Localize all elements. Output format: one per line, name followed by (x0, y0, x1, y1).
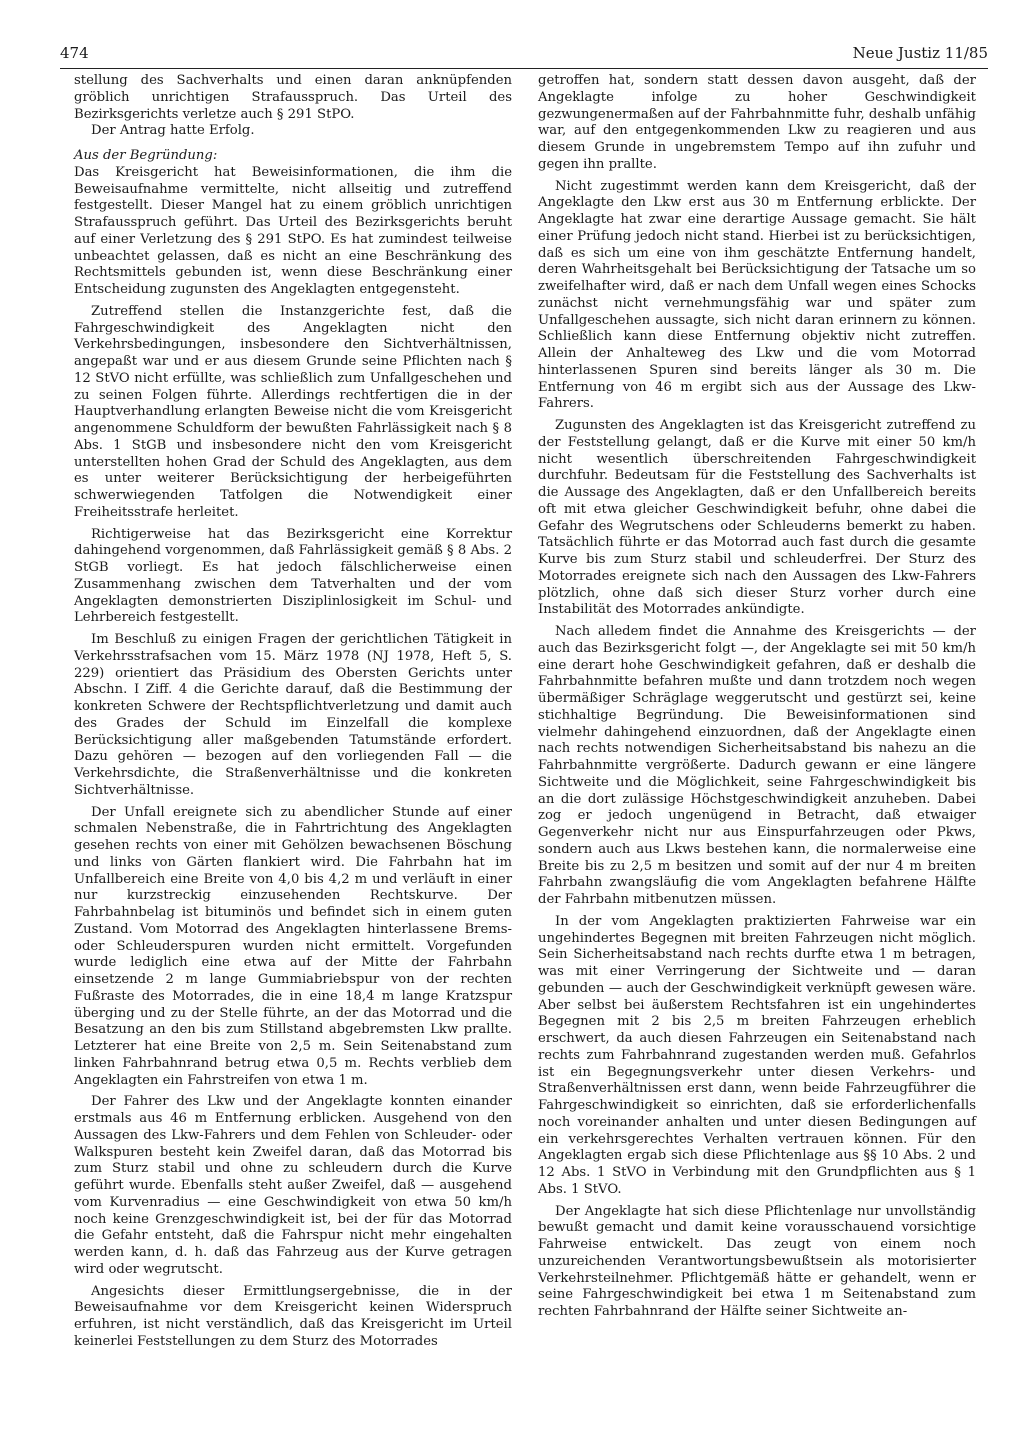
left-column (74, 73, 512, 1356)
paragraph: Der Antrag hatte Erfolg. (91, 123, 255, 139)
section-heading: Aus der Begründung: (74, 148, 218, 163)
paragraph: Im Beschluß zu einigen Fragen der gerichtlichen Tätigkeit in Verkehrsstrafsachen vom 15. März 1978 (NJ 1978, Heft 5, S. 229) orientiert das Präsidium des Obersten Gerichts unter Abschn. I Ziff. 4 die Gerichte darauf, daß die Bestimmung der konkreten Schwere der Rechtspflichtverletzung und damit auch des Grades der Schuld im Einzelfall die komplexe Berücksichtigung aller maßgebenden Tatumstände erfordert. Dazu gehören — bezogen auf den vorliegenden Fall — die Verkehrsdichte, die Straßenverhältnisse und die konkreten Sichtverhältnisse. (74, 632, 512, 798)
paragraph: getroffen hat, sondern statt dessen davon ausgeht, daß der Angeklagte infolge zu hoher Geschwindigkeit gezwungenermaßen auf der Fahrbahnmitte fuhr, deshalb unfähig war, auf den entgegenkommenden Lkw zu reagieren und aus diesem Grunde in ungebremstem Tempo auf ihn zufuhr und gegen ihn prallte. (538, 73, 976, 172)
paragraph: Das Kreisgericht hat Beweisinformationen, die ihm die Beweisaufnahme vermittelte, nicht allseitig und zutreffend festgestellt. Dieser Mangel hat zu einem gröblich unrichtigen Strafausspruch geführt. Das Urteil des Bezirksgerichts beruht auf einer Verletzung des § 291 StPO. Es hat zumindest teilweise unbeachtet gelassen, daß es nicht an eine Beschränkung des Rechtsmittels gebunden ist, wenn diese Beschränkung einer Entscheidung zugunsten des Angeklagten entgegensteht. (74, 164, 512, 297)
paragraph: Zutreffend stellen die Instanzgerichte fest, daß die Fahrgeschwindigkeit des Angeklagten nicht den Verkehrsbedingungen, insbesondere den Sichtverhältnissen, angepaßt war und er aus diesem Grunde seine Pflichten nach § 12 StVO nicht erfüllte, was schließlich zum Unfallgeschehen und zu seinen Folgen führte. Allerdings rechtfertigen die in der Hauptverhandlung erlangten Beweise nicht die vom Kreisgericht angenommene Schuldform der bewußten Fahrlässigkeit nach § 8 Abs. 1 StGB und insbesondere nicht den vom Kreisgericht unterstellten hohen Grad der Schuld des Angeklagten, aus dem es unter weiterer Berücksichtigung der herbeigeführten schwerwiegenden Tatfolgen die Notwendigkeit einer Freiheitsstrafe herleitet. (74, 303, 512, 520)
paragraph: Angesichts dieser Ermittlungsergebnisse, die in der Beweisaufnahme vor dem Kreisgericht keinen Widerspruch erfuhren, ist nicht verständlich, daß das Kreisgericht im Urteil keinerlei Feststellungen zu dem Sturz des Motorrades (74, 1283, 512, 1349)
paragraph: Zugunsten des Angeklagten ist das Kreisgericht zutreffend zu der Feststellung gelangt, daß er die Kurve mit einer 50 km/h nicht wesentlich überschreitenden Fahrgeschwindigkeit durchfuhr. Bedeutsam für die Feststellung des Sachverhalts ist die Aussage des Angeklagten, daß er den Unfallbereich bereits oft mit etwa gleicher Geschwindigkeit befuhr, ohne dabei die Gefahr des Wegrutschens oder Schleuderns bemerkt zu haben. Tatsächlich führte er das Motorrad auch fast durch die gesamte Kurve bis zum Sturz stabil und schleuderfrei. Der Sturz des Motorrades ereignete sich nach den Aussagen des Lkw-Fahrers plötzlich, ohne daß sich dieser Sturz vorher durch eine Instabilität des Motorrades ankündigte. (538, 418, 976, 618)
paragraph: Der Fahrer des Lkw und der Angeklagte konnten einander erstmals aus 46 m Entfernung erblicken. Ausgehend von den Aussagen des Lkw-Fahrers und dem Fehlen von Schleuder- oder Walkspuren besteht kein Zweifel daran, daß das Motorrad bis zum Sturz stabil und ohne zu schleudern durch die Kurve geführt wurde. Ebenfalls steht außer Zweifel, daß — ausgehend vom Kurvenradius — eine Geschwindigkeit von etwa 50 km/h noch keine Grenzgeschwindigkeit ist, bei der für das Motorrad die Gefahr entsteht, daß die Fahrspur nicht mehr eingehalten werden kann, d. h. daß das Fahrzeug aus der Kurve getragen wird oder wegrutscht. (74, 1094, 512, 1277)
paragraph: In der vom Angeklagten praktizierten Fahrweise war ein ungehindertes Begegnen mit breiten Fahrzeugen nicht möglich. Sein Sicherheitsabstand nach rechts durfte etwa 1 m betragen, was mit einer Verringerung der Sichtweite und — daran gebunden — auch der Geschwindigkeit verknüpft gewesen wäre. Aber selbst bei äußerstem Rechtsfahren ist ein ungehindertes Begegnen mit 2 bis 2,5 m breiten Fahrzeugen erheblich erschwert, da auch diesen Fahrzeugen ein Seitenabstand nach rechts zum Fahrbahnrand zugestanden werden muß. Gefahrlos ist ein Begegnungsverkehr unter diesen Verkehrs- und Straßenverhältnissen erst dann, wenn beide Fahrzeugführer die Fahrgeschwindigkeit so einrichten, daß sie erforderlichenfalls noch voreinander anhalten und unter diesen Bedingungen auf ein verkehrsgerechtes Verhalten vertrauen können. Für den Angeklagten ergab sich diese Pflichtenlage aus §§ 10 Abs. 2 und 12 Abs. 1 StVO in Verbindung mit den Grundpflichten aus § 1 Abs. 1 StVO. (538, 913, 976, 1197)
right-column (538, 73, 976, 1326)
page-header (60, 44, 988, 69)
page-number: 474 (60, 44, 89, 62)
paragraph: Der Unfall ereignete sich zu abendlicher Stunde auf einer schmalen Nebenstraße, die in Fahrtrichtung des Angeklagten gesehen rechts von einer mit Gehölzen bewachsenen Böschung und links von Gärten flankiert wird. Die Fahrbahn hat im Unfallbereich eine Breite von 4,0 bis 4,2 m und verläuft in einer nur kurzstreckig einzusehenden Rechtskurve. Der Fahrbahnbelag ist bituminös und befindet sich in einem guten Zustand. Vom Motorrad des Angeklagten hinterlassene Brems- oder Schleuderspuren wurden nicht ermittelt. Vorgefunden wurde lediglich eine etwa auf der Mitte der Fahrbahn einsetzende 2 m lange Gummiabriebspur von der rechten Fußraste des Motorrades, die in eine 18,4 m lange Kratzspur überging und zu der Stelle führte, an der das Motorrad und die Besatzung an den bis zum Stillstand abgebremsten Lkw prallte. Letzterer hat eine Breite von 2,5 m. Sein Seitenabstand zum linken Fahrbahnrand betrug etwa 0,5 m. Rechts verblieb dem Angeklagten ein Fahrstreifen von etwa 1 m. (74, 804, 512, 1088)
journal-issue: Neue Justiz 11/85 (852, 44, 988, 62)
paragraph: stellung des Sachverhalts und einen daran anknüpfenden gröblich unrichtigen Strafausspruch. Das Urteil des Bezirksgerichts verletze auch § 291 StPO. (74, 73, 512, 122)
paragraph: Der Angeklagte hat sich diese Pflichtenlage nur unvollständig bewußt gemacht und damit keine vorausschauend vorsichtige Fahrweise entwickelt. Das zeugt von einem noch unzureichenden Verantwortungsbewußtsein als motorisierter Verkehrsteilnehmer. Pflichtgemäß hätte er gehandelt, wenn er seine Fahrgeschwindigkeit bei etwa 1 m Seitenabstand zum rechten Fahrbahnrand der Hälfte seiner Sichtweite an- (538, 1203, 976, 1319)
paragraph: Nach alledem findet die Annahme des Kreisgerichts — der auch das Bezirksgericht folgt —, der Angeklagte sei mit 50 km/h eine derart hohe Geschwindigkeit gefahren, daß er deshalb die Fahrbahnmitte befahren mußte und dann trotzdem noch wegen übermäßiger Schräglage weggerutscht und gestürzt sei, keine stichhaltige Begründung. Die Beweisinformationen sind vielmehr dahingehend einzuordnen, daß der Angeklagte einen nach rechts notwendigen Sicherheitsabstand bis nahezu an die Fahrbahnmitte vergrößerte. Dadurch gewann er eine längere Sichtweite und die Möglichkeit, seine Fahrgeschwindigkeit bis an die dort zulässige Höchstgeschwindigkeit anzuheben. Dabei zog er jedoch ungenügend in Betracht, daß etwaiger Gegenverkehr nicht nur aus Einspurfahrzeugen oder Pkws, sondern auch aus Lkws bestehen kann, die normalerweise eine Breite bis zu 2,5 m besitzen und somit auf der nur 4 m breiten Fahrbahn zwangsläufig die vom Angeklagten befahrene Hälfte der Fahrbahn mitbenutzen müssen. (538, 624, 976, 907)
paragraph: Nicht zugestimmt werden kann dem Kreisgericht, daß der Angeklagte den Lkw erst aus 30 m Entfernung erblickte. Der Angeklagte hat zwar eine derartige Aussage gemacht. Sie hält einer Prüfung jedoch nicht stand. Hierbei ist zu berücksichtigen, daß es sich um eine von ihm geschätzte Entfernung handelt, deren Wahrheitsgehalt bei Berücksichtigung der Tatsache um so zweifelhafter wird, daß er nach dem Unfall wegen eines Schocks zunächst nicht vernehmungsfähig war und später zum Unfallgeschehen aussagte, sich nicht daran erinnern zu können. Schließlich kann diese Entfernung objektiv nicht zutreffen. Allein der Anhalteweg des Lkw und die vom Motorrad hinterlassenen Spuren sind bereits länger als 30 m. Die Entfernung von 46 m ergibt sich aus der Aussage des Lkw-Fahrers. (538, 178, 976, 412)
paragraph: Richtigerweise hat das Bezirksgericht eine Korrektur dahingehend vorgenommen, daß Fahrlässigkeit gemäß § 8 Abs. 2 StGB vorliegt. Es hat jedoch fälschlicherweise einen Zusammenhang zwischen dem Tatverhalten und der vom Angeklagten demonstrierten Disziplinlosigkeit im Schul- und Lehrbereich festgestellt. (74, 526, 512, 626)
